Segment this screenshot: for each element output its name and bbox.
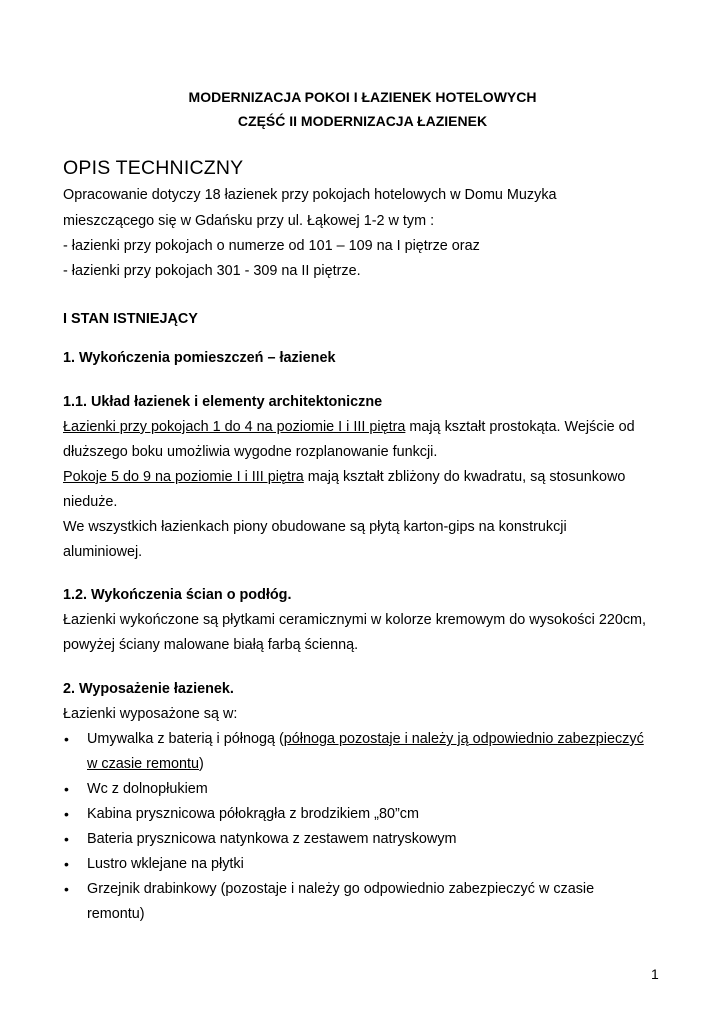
underlined-text: Łazienki przy pokojach 1 do 4 na poziomie I i III piętra (63, 419, 406, 435)
intro-line-3: - łazienki przy pokojach o numerze od 101 – 109 na I piętrze oraz (63, 238, 480, 254)
paragraph-line: Łazienki wyposażone są w: (63, 706, 238, 722)
paragraph-line: powyżej ściany malowane białą farbą ścienną. (63, 637, 359, 653)
list-item: Wc z dolnopłukiem (87, 781, 208, 797)
paragraph-line: We wszystkich łazienkach piony obudowane są płytą karton-gips na konstrukcji (63, 519, 567, 535)
bullet-icon: • (64, 831, 69, 847)
paragraph-line: aluminiowej. (63, 544, 143, 560)
list-item: Kabina prysznicowa półokrągła z brodzikiem „80”cm (87, 806, 419, 822)
subheading-wykonczenia: 1. Wykończenia pomieszczeń – łazienek (63, 350, 336, 366)
underlined-text: w czasie remontu (87, 756, 199, 772)
paragraph-line (63, 419, 635, 435)
subheading-sciany: 1.2. Wykończenia ścian o podłóg. (63, 587, 292, 603)
bullet-icon: • (64, 856, 69, 872)
subheading-uklad: 1.1. Układ łazienek i elementy architektoniczne (63, 394, 383, 410)
list-item: Lustro wklejane na płytki (87, 856, 244, 872)
intro-line-2: mieszczącego się w Gdańsku przy ul. Łąkowej 1-2 w tym : (63, 213, 435, 229)
underlined-text: półnoga pozostaje i należy ją odpowiednio zabezpieczyć (283, 731, 644, 747)
document-title-line1: MODERNIZACJA POKOI I ŁAZIENEK HOTELOWYCH (188, 89, 537, 105)
intro-line-1: Opracowanie dotyczy 18 łazienek przy pokojach hotelowych w Domu Muzyka (63, 187, 557, 203)
paragraph-line: Łazienki wykończone są płytkami ceramicznymi w kolorze kremowym do wysokości 220cm, (63, 612, 647, 628)
list-item-continuation (87, 756, 204, 772)
list-item-text: ) (198, 756, 204, 772)
paragraph-line: dłuższego boku umożliwia wygodne rozplanowanie funkcji. (63, 444, 438, 460)
paragraph-line (63, 469, 625, 485)
list-item-continuation: remontu) (87, 906, 145, 922)
list-item-text: Umywalka z baterią i półnogą ( (87, 731, 284, 747)
bullet-icon: • (64, 781, 69, 797)
bullet-icon: • (64, 806, 69, 822)
underlined-text: Pokoje 5 do 9 na poziomie I i III piętra (63, 469, 304, 485)
bullet-icon: • (64, 731, 69, 747)
section-heading-opis: OPIS TECHNICZNY (63, 157, 244, 179)
section-heading-stan: I STAN ISTNIEJĄCY (63, 311, 198, 327)
intro-line-4: - łazienki przy pokojach 301 - 309 na II piętrze. (63, 263, 361, 279)
paragraph-text: mają kształt zbliżony do kwadratu, są stosunkowo (303, 469, 626, 485)
paragraph-line: nieduże. (63, 494, 118, 510)
list-item (87, 731, 644, 747)
bullet-icon: • (64, 881, 69, 897)
document-title-line2: CZĘŚĆ II MODERNIZACJA ŁAZIENEK (237, 113, 488, 129)
page-number: 1 (651, 966, 659, 982)
list-item: Bateria prysznicowa natynkowa z zestawem natryskowym (87, 831, 457, 847)
subheading-wyposazenie: 2. Wyposażenie łazienek. (63, 681, 234, 697)
list-item: Grzejnik drabinkowy (pozostaje i należy go odpowiednio zabezpieczyć w czasie (87, 881, 595, 897)
paragraph-text: mają kształt prostokąta. Wejście od (405, 419, 635, 435)
